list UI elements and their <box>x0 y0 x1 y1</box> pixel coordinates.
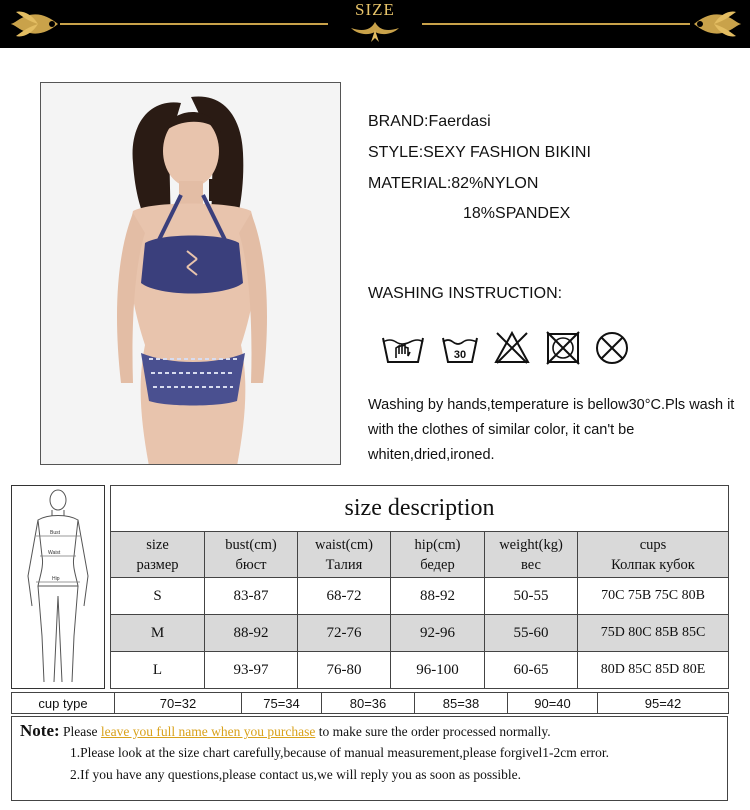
hand-wash-icon <box>380 330 426 366</box>
wash-30-icon <box>440 330 480 366</box>
table-cell: 88-92 <box>205 615 298 652</box>
table-cell: 80D 85C 85D 80E <box>578 652 729 689</box>
cup-type-table <box>11 692 729 714</box>
table-cell: 72-76 <box>298 615 391 652</box>
product-photo <box>40 82 341 465</box>
washing-instruction-title: WASHING INSTRUCTION: <box>368 285 563 302</box>
washing-instruction-text: Washing by hands,temperature is bellow30°C.Pls wash it with the clothes of similar color, it can't be whiten,dried,ironed. <box>368 397 735 463</box>
size-table-title: size description <box>111 486 729 532</box>
size-table-header-row <box>111 532 729 578</box>
table-cell: 83-87 <box>205 578 298 615</box>
body-outline-icon <box>12 486 104 688</box>
table-cell: 93-97 <box>205 652 298 689</box>
cup-type-value: 70=32 <box>115 693 242 714</box>
left-gold-rule <box>60 23 328 25</box>
note-suffix: to make sure the order processed normally. <box>315 724 551 739</box>
table-row <box>111 615 729 652</box>
note-line-1 <box>20 721 551 741</box>
model-illustration <box>41 83 341 465</box>
note-prefix: Please <box>63 724 101 739</box>
table-cell: 55-60 <box>485 615 578 652</box>
waist-label: Waist <box>48 550 61 556</box>
cup-type-label: cup type <box>12 693 115 714</box>
table-cell: S <box>111 578 205 615</box>
no-bleach-icon <box>494 330 530 366</box>
cup-type-value: 80=36 <box>322 693 415 714</box>
cup-type-value: 90=40 <box>508 693 598 714</box>
body-measurement-figure <box>11 485 105 689</box>
no-iron-icon <box>594 330 630 366</box>
right-gold-rule <box>422 23 690 25</box>
right-ornament-icon <box>692 6 744 42</box>
note-label: Note: <box>20 721 60 740</box>
bust-label: Bust <box>50 530 61 536</box>
banner-title: SIZE <box>355 0 395 19</box>
table-cell: 50-55 <box>485 578 578 615</box>
crest-ornament-icon <box>345 18 405 46</box>
cup-type-value: 95=42 <box>598 693 729 714</box>
cup-type-value: 75=34 <box>242 693 322 714</box>
header-weight: weight(kg) вес <box>485 532 578 578</box>
table-cell: 96-100 <box>391 652 485 689</box>
table-row <box>12 693 729 714</box>
hip-label: Hip <box>52 576 60 582</box>
material-text: MATERIAL:82%NYLON <box>368 175 539 192</box>
header-waist: waist(cm) Талия <box>298 532 391 578</box>
header-cups: cups Колпак кубок <box>578 532 729 578</box>
table-cell: 75D 80C 85B 85C <box>578 615 729 652</box>
note-highlight-link[interactable]: leave you full name when you purchase <box>100 724 316 739</box>
header-bust: bust(cm) бюст <box>205 532 298 578</box>
note-item-1: 1.Please look at the size chart carefully,because of manual measurement,please forgivel1-2cm error. <box>70 745 610 760</box>
note-item-2: 2.If you have any questions,please contact us,we will reply you as soon as possible. <box>70 767 522 782</box>
table-row <box>111 578 729 615</box>
table-cell: 92-96 <box>391 615 485 652</box>
brand-text: BRAND:Faerdasi <box>368 113 491 130</box>
table-cell: 76-80 <box>298 652 391 689</box>
note-box <box>11 716 728 801</box>
left-ornament-icon <box>8 6 60 42</box>
table-cell: 68-72 <box>298 578 391 615</box>
wash-temp-label: 30 <box>453 349 467 361</box>
table-cell: 88-92 <box>391 578 485 615</box>
table-row <box>111 652 729 689</box>
size-table <box>110 485 729 689</box>
table-cell: 60-65 <box>485 652 578 689</box>
header-hip: hip(cm) бедер <box>391 532 485 578</box>
style-text: STYLE:SEXY FASHION BIKINI <box>368 144 591 161</box>
material-text-2: 18%SPANDEX <box>463 205 571 222</box>
header-size: size размер <box>111 532 205 578</box>
no-tumble-dry-icon <box>545 330 581 366</box>
table-cell: L <box>111 652 205 689</box>
table-cell: 70C 75B 75C 80B <box>578 578 729 615</box>
table-cell: M <box>111 615 205 652</box>
size-banner <box>0 0 750 48</box>
cup-type-value: 85=38 <box>415 693 508 714</box>
